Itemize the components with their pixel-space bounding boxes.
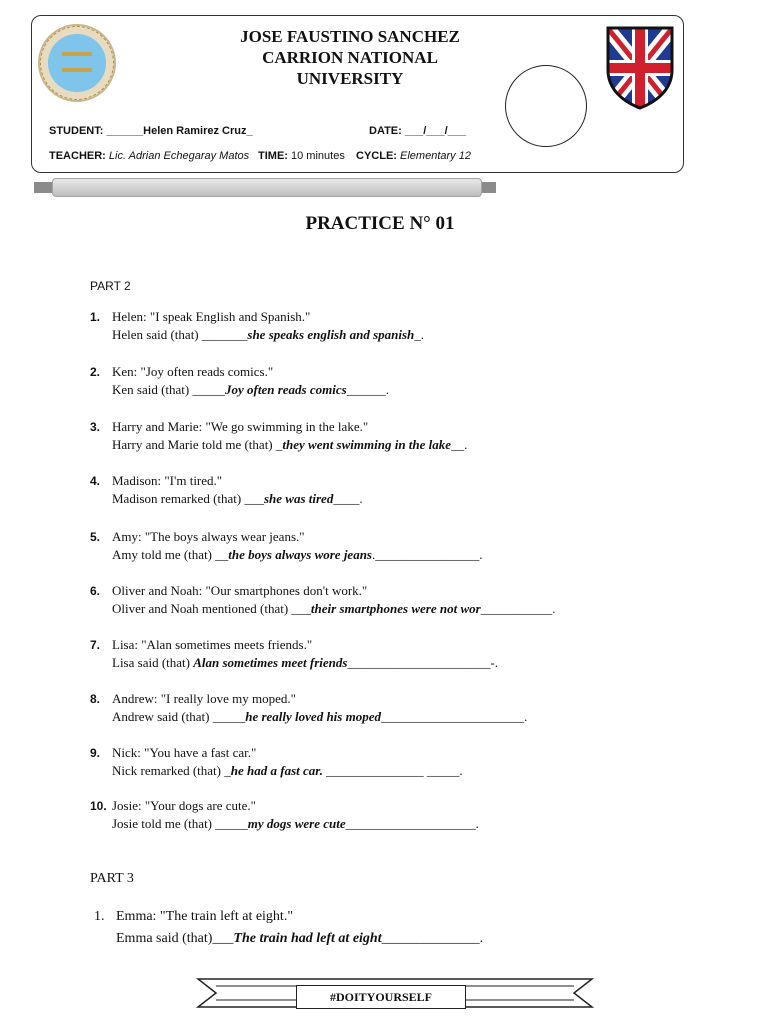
page-title: PRACTICE N° 01 bbox=[305, 213, 455, 234]
item-answer: Alan sometimes meet friends bbox=[193, 655, 348, 670]
part3-heading: PART 3 bbox=[90, 871, 134, 886]
footer-banner-label: #DOITYOURSELF bbox=[296, 985, 466, 1009]
item-number: 3. bbox=[90, 420, 101, 434]
item-suffix: _______________ _____. bbox=[322, 763, 463, 778]
cycle-field bbox=[356, 150, 471, 162]
item-answer: she speaks english and spanish bbox=[247, 327, 415, 342]
item-quote: Helen: "I speak English and Spanish." bbox=[112, 309, 311, 324]
item-answer: Joy often reads comics bbox=[225, 382, 347, 397]
item-number: 5. bbox=[90, 530, 101, 544]
item-suffix: ___________. bbox=[480, 601, 556, 616]
student-field bbox=[49, 125, 253, 137]
item-suffix: ____________________. bbox=[345, 816, 479, 831]
item-suffix: ______. bbox=[346, 382, 389, 397]
teacher-value: Lic. Adrian Echegaray Matos bbox=[108, 150, 250, 162]
item-answer: they went swimming in the lake bbox=[282, 437, 452, 452]
photo-circle bbox=[505, 65, 587, 147]
item-answer: he had a fast car. bbox=[230, 763, 323, 778]
item-number: 1. bbox=[94, 909, 105, 924]
item-number: 7. bbox=[90, 638, 101, 652]
date-label: DATE: bbox=[369, 125, 402, 137]
item-answer-line bbox=[112, 762, 463, 780]
item-answer-line bbox=[116, 928, 483, 950]
item-answer-line bbox=[112, 490, 363, 508]
item-answer-line bbox=[112, 436, 467, 454]
teacher-field bbox=[49, 150, 249, 162]
item-number: 6. bbox=[90, 584, 101, 598]
cycle-label: CYCLE: bbox=[356, 150, 397, 162]
item-quote: Madison: "I'm tired." bbox=[112, 473, 223, 488]
item-prefix: Harry and Marie told me (that) _ bbox=[112, 437, 283, 452]
item-prefix: Nick remarked (that) _ bbox=[112, 763, 231, 778]
item-suffix: .________________. bbox=[372, 547, 483, 562]
item-suffix: __. bbox=[451, 437, 468, 452]
item-answer: she was tired bbox=[263, 491, 334, 506]
item-quote: Oliver and Noah: "Our smartphones don't work." bbox=[112, 583, 368, 598]
item-prefix: Emma said (that)___ bbox=[116, 931, 234, 946]
item-quote: Josie: "Your dogs are cute." bbox=[112, 798, 256, 813]
item-quote: Harry and Marie: "We go swimming in the lake." bbox=[112, 419, 369, 434]
union-jack-shield-icon bbox=[606, 26, 674, 110]
item-prefix: Amy told me (that) __ bbox=[112, 547, 229, 562]
item-number: 10. bbox=[90, 799, 107, 813]
item-suffix: ______________________-. bbox=[347, 655, 499, 670]
item-quote: Ken: "Joy often reads comics." bbox=[112, 364, 274, 379]
item-prefix: Madison remarked (that) ___ bbox=[112, 491, 264, 506]
university-name bbox=[200, 26, 500, 89]
seal-emblem bbox=[62, 52, 92, 72]
decorative-bar bbox=[34, 178, 496, 200]
item-number: 8. bbox=[90, 692, 101, 706]
item-answer: my dogs were cute bbox=[247, 816, 346, 831]
item-number: 9. bbox=[90, 746, 101, 760]
time-value: 10 minutes bbox=[291, 150, 345, 162]
time-field bbox=[258, 150, 345, 162]
item-prefix: Andrew said (that) _____ bbox=[112, 709, 246, 724]
date-value: ___/___/___ bbox=[404, 125, 467, 137]
item-quote: Lisa: "Alan sometimes meets friends." bbox=[112, 637, 313, 652]
university-name-line-1: JOSE FAUSTINO SANCHEZ bbox=[240, 27, 460, 46]
item-answer: he really loved his moped bbox=[245, 709, 381, 724]
university-seal-icon bbox=[38, 24, 116, 102]
teacher-label: TEACHER: bbox=[49, 150, 106, 162]
student-label: STUDENT: bbox=[49, 125, 104, 137]
item-prefix: Ken said (that) _____ bbox=[112, 382, 226, 397]
item-prefix: Josie told me (that) _____ bbox=[112, 816, 248, 831]
item-answer-line bbox=[112, 600, 555, 618]
university-name-line-3: UNIVERSITY bbox=[296, 69, 404, 88]
item-number: 1. bbox=[90, 310, 101, 324]
item-answer: their smartphones were not wor bbox=[310, 601, 481, 616]
item-prefix: Oliver and Noah mentioned (that) ___ bbox=[112, 601, 311, 616]
item-suffix: ______________. bbox=[381, 931, 484, 946]
university-name-line-2: CARRION NATIONAL bbox=[262, 48, 438, 67]
bar-cap-right bbox=[480, 182, 496, 193]
date-field bbox=[369, 125, 466, 137]
student-value: ______Helen Ramirez Cruz_ bbox=[106, 125, 253, 137]
item-answer-line bbox=[112, 381, 389, 399]
item-answer-line bbox=[112, 546, 483, 564]
cycle-value: Elementary 12 bbox=[400, 150, 471, 162]
item-answer-line bbox=[112, 654, 498, 672]
time-label: TIME: bbox=[258, 150, 288, 162]
item-number: 4. bbox=[90, 474, 101, 488]
item-answer: the boys always wore jeans bbox=[228, 547, 372, 562]
item-answer-line bbox=[112, 815, 479, 833]
item-quote: Emma: "The train left at eight." bbox=[116, 909, 294, 924]
item-answer: The train had left at eight bbox=[233, 931, 382, 946]
item-prefix: Helen said (that) _______ bbox=[112, 327, 248, 342]
item-quote: Nick: "You have a fast car." bbox=[112, 745, 257, 760]
item-suffix: _. bbox=[414, 327, 425, 342]
item-suffix: ____. bbox=[333, 491, 363, 506]
item-number: 2. bbox=[90, 365, 101, 379]
item-suffix: ______________________. bbox=[380, 709, 528, 724]
part2-heading: PART 2 bbox=[90, 279, 131, 293]
item-quote: Amy: "The boys always wear jeans." bbox=[112, 529, 305, 544]
item-quote: Andrew: "I really love my moped." bbox=[112, 691, 296, 706]
item-answer-line bbox=[112, 708, 527, 726]
item-answer-line bbox=[112, 326, 424, 344]
bar-main bbox=[52, 178, 482, 197]
item-prefix: Lisa said (that) bbox=[112, 655, 194, 670]
